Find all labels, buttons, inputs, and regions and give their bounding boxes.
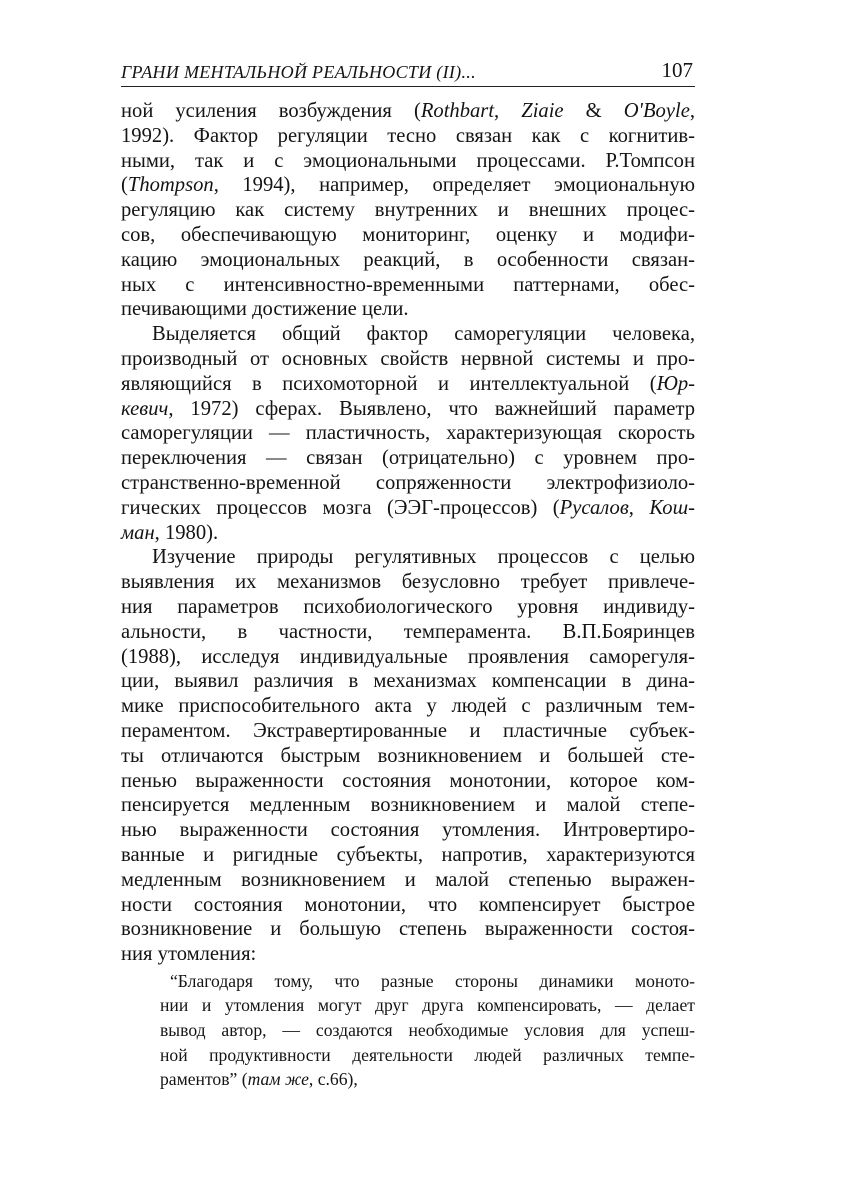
text-line: ванные и ригидные субъекты, напротив, характеризуются (121, 843, 695, 866)
quote-line: ной продуктивности деятельности людей различных темпе- (160, 1044, 695, 1065)
text-line: ния параметров психобиологического уровня индивиду- (121, 595, 695, 618)
paragraph-2 (121, 322, 695, 545)
text-line: ции, выявил различия в механизмах компенсации в дина- (121, 670, 695, 693)
page-header (121, 56, 695, 87)
citation-author: ман (121, 521, 155, 544)
text-line: кацию эмоциональных реакций, в особенности связан- (121, 248, 695, 271)
citation-author: Rothbart (420, 100, 495, 122)
text-line: регуляцию как систему внутренних и внешних процес- (121, 199, 695, 222)
text-line: являющийся в психомоторной и интеллектуальной (Юр- (121, 372, 695, 395)
text-line: (1988), исследуя индивидуальные проявления саморегуля- (121, 645, 695, 668)
text-line: ты отличаются быстрым возникновением и большей сте- (121, 744, 695, 767)
text-line: кевич, 1972) сферах. Выявлено, что важнейший параметр (121, 397, 695, 420)
body-text (121, 99, 695, 1092)
text-line: ными, так и с эмоциональными процессами. Р.Томпсон (121, 149, 695, 172)
text-line: альности, в частности, темперамента. В.П.Бояринцев (121, 620, 695, 643)
text-line: переключения — связан (отрицательно) с уровнем про- (121, 447, 695, 470)
citation-author: Русалов (559, 496, 629, 519)
paragraph-3 (121, 545, 695, 967)
text-line: пераментом. Экстравертированные и пластичные субъек- (121, 719, 695, 742)
text-line: ности состояния монотонии, что компенсирует быстрое (121, 893, 695, 916)
quote-line: нии и утомления могут друг друга компенсировать, — делает (160, 995, 695, 1016)
text-line: Изучение природы регулятивных процессов с целью (152, 546, 695, 569)
text-line: выявления их механизмов безусловно требует привлече- (121, 571, 695, 594)
text-line: ной усиления возбуждения (Rothbart, Ziaie & O'Boyle, (121, 100, 695, 122)
text-line: нью выраженности состояния утомления. Интровертиро- (121, 819, 695, 842)
quote-line: раментов” (там же, с.66), (160, 1069, 358, 1090)
quote-line: вывод автор, — создаются необходимые условия для успеш- (160, 1020, 695, 1041)
paragraph-1 (121, 99, 695, 322)
citation-author: O'Boyle (623, 100, 690, 122)
text-line: сов, обеспечивающую мониторинг, оценку и модифи- (121, 223, 695, 246)
text-line: саморегуляции — пластичность, характеризующая скорость (121, 422, 695, 445)
text-line: странственно-временной сопряженности электрофизиоло- (121, 471, 695, 494)
text-line: ния утомления: (121, 943, 257, 966)
text-line: мике приспособительного акта у людей с различным тем- (121, 695, 695, 718)
citation-author: Юр- (656, 372, 695, 395)
citation-author: Ziaie (521, 100, 564, 122)
text-line: ных с интенсивностно-временными паттернами, обес- (121, 273, 695, 296)
text-line: пенсируется медленным возникновением и малой степе- (121, 794, 695, 817)
quote-line: “Благодаря тому, что разные стороны динамики моното- (170, 970, 695, 991)
text-line: производный от основных свойств нервной системы и про- (121, 347, 695, 370)
text-line: Выделяется общий фактор саморегуляции человека, (152, 323, 695, 346)
citation-author: Thompson (127, 174, 214, 197)
text-line: гических процессов мозга (ЭЭГ-процессов) (Русалов, Кош- (121, 496, 695, 519)
citation-reference: там же (247, 1069, 309, 1090)
text-line: ман, 1980). (121, 521, 219, 544)
text-line: (Thompson, 1994), например, определяет эмоциональную (121, 174, 695, 197)
text-line: медленным возникновением и малой степенью выражен- (121, 868, 695, 891)
block-quote (160, 969, 695, 1092)
text-line: 1992). Фактор регуляции тесно связан как с когнитив- (121, 124, 695, 147)
text-line: пенью выраженности состояния монотонии, которое ком- (121, 769, 695, 792)
citation-author: кевич (121, 397, 169, 420)
text-line: печивающими достижение цели. (121, 298, 409, 321)
running-head: ГРАНИ МЕНТАЛЬНОЙ РЕАЛЬНОСТИ (II)... (121, 62, 476, 82)
page-number: 107 (661, 58, 693, 82)
citation-author: Кош- (649, 496, 695, 519)
text-line: возникновение и большую степень выраженности состоя- (121, 918, 695, 941)
